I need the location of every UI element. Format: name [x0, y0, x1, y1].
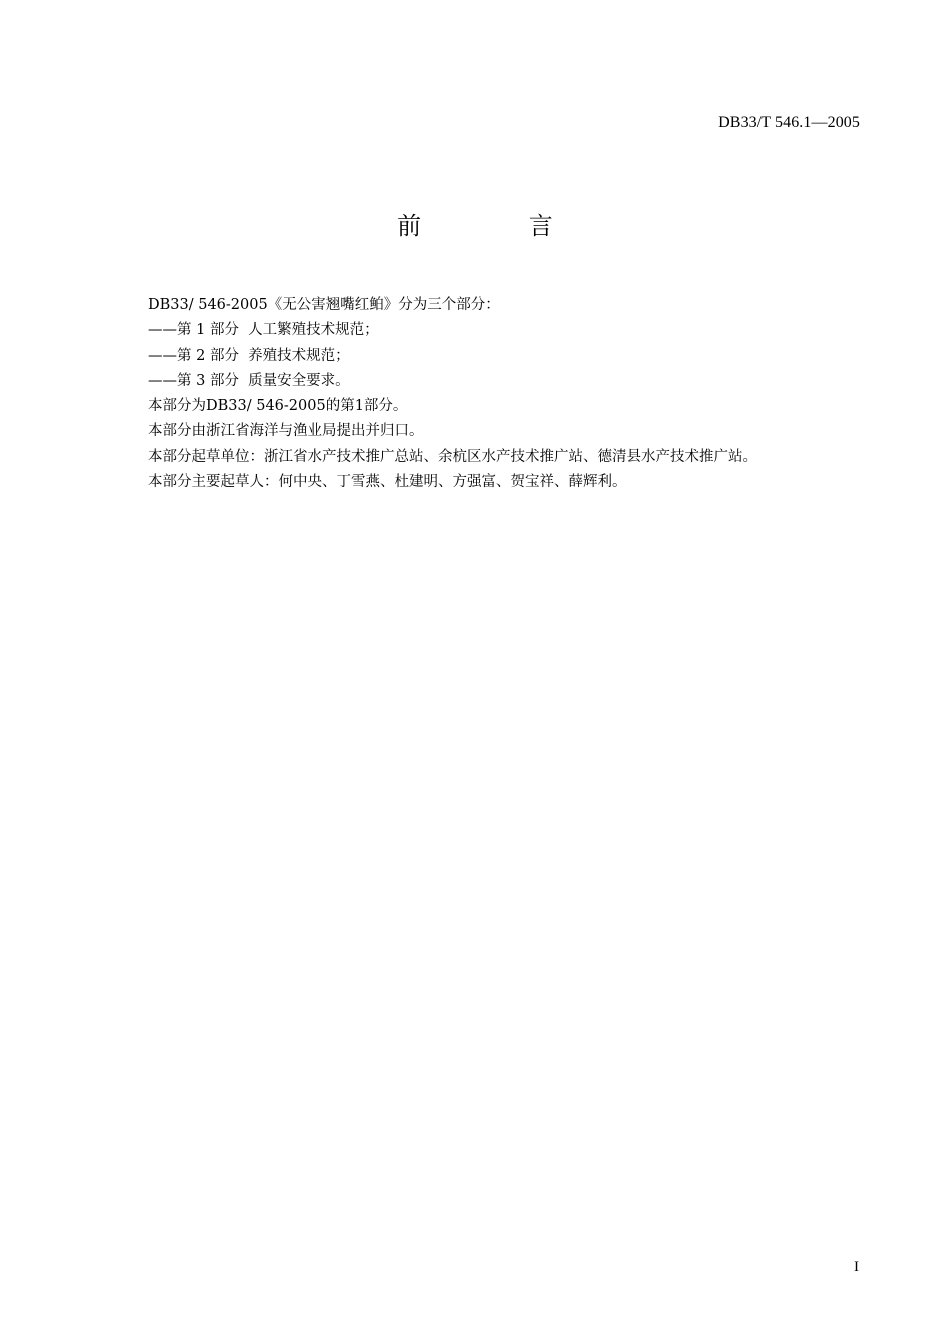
foreword-paragraph: 本部分起草单位：浙江省水产技术推广总站、余杭区水产技术推广站、德清县水产技术推广站。: [148, 448, 757, 465]
foreword-paragraph: ——第 2 部分 养殖技术规范；: [148, 347, 350, 364]
standard-code: DB33/T 546.1—2005: [718, 114, 860, 131]
page-number: I: [854, 1259, 859, 1275]
foreword-paragraph: 本部分由浙江省海洋与渔业局提出并归口。: [148, 423, 424, 440]
foreword-paragraph: 本部分主要起草人：何中央、丁雪燕、杜建明、方强富、贺宝祥、薛辉利。: [148, 474, 627, 491]
foreword-paragraph: ——第 1 部分 人工繁殖技术规范；: [148, 322, 379, 339]
foreword-body: [148, 293, 868, 495]
foreword-paragraph: 本部分为DB33/ 546-2005的第1部分。: [148, 398, 408, 415]
page-title: 前 言: [397, 212, 603, 240]
foreword-paragraph: DB33/ 546-2005《无公害翘嘴红鲌》分为三个部分：: [148, 297, 500, 313]
foreword-paragraph: ——第 3 部分 质量安全要求。: [148, 372, 350, 389]
